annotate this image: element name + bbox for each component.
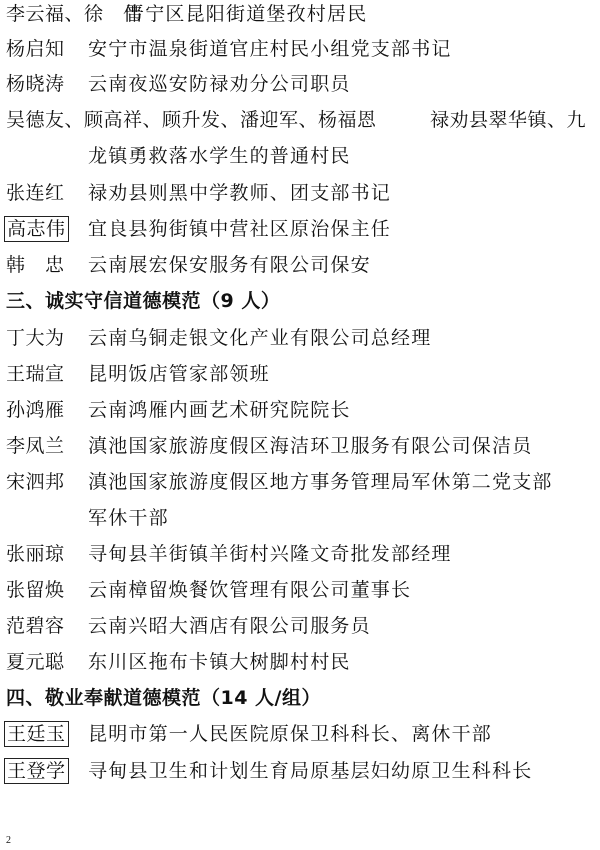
section-heading: 三、诚实守信道德模范（9 人）	[6, 290, 281, 312]
person-name: 张丽琼	[6, 543, 65, 565]
person-name: 吴德友、顾高祥、顾升发、潘迎军、杨福恩	[6, 109, 377, 131]
list-item	[0, 753, 600, 789]
person-description: 云南鸿雁内画艺术研究院院长	[88, 399, 351, 421]
person-description: 昆明市第一人民医院原保卫科科长、离休干部	[88, 723, 493, 745]
person-name: 夏元聪	[6, 651, 65, 673]
person-description: 宜良县狗街镇中营社区原治保主任	[88, 218, 392, 240]
person-description: 云南樟留焕餐饮管理有限公司董事长	[88, 579, 412, 601]
person-description: 云南兴昭大酒店有限公司服务员	[88, 615, 371, 637]
person-name: 范碧容	[6, 615, 65, 637]
list-item	[0, 356, 600, 392]
person-description: 寻甸县羊街镇羊街村兴隆文奇批发部经理	[88, 543, 452, 565]
page-number: 2	[6, 835, 11, 846]
list-item	[0, 392, 600, 428]
person-description: 云南展宏保安服务有限公司保安	[88, 254, 371, 276]
list-item	[0, 175, 600, 211]
person-description: 滇池国家旅游度假区海洁环卫服务有限公司保洁员	[88, 435, 533, 457]
list-item	[0, 428, 600, 464]
person-description: 禄劝县翠华镇、九	[430, 109, 587, 131]
person-description: 禄劝县则黑中学教师、团支部书记	[88, 182, 392, 204]
list-item	[0, 247, 600, 283]
list-item-continuation	[0, 500, 600, 536]
person-description: 龙镇勇救落水学生的普通村民	[88, 145, 351, 167]
person-name: 韩 忠	[6, 254, 65, 276]
person-name: 杨晓涛	[6, 73, 65, 95]
person-description: 晋宁区昆阳街道堡孜村居民	[125, 3, 368, 25]
person-name: 孙鸿雁	[6, 399, 65, 421]
list-item	[0, 644, 600, 680]
list-item	[0, 102, 600, 138]
person-name: 丁大为	[6, 327, 65, 349]
list-item	[0, 608, 600, 644]
person-name: 李凤兰	[6, 435, 65, 457]
person-description: 云南乌铜走银文化产业有限公司总经理	[88, 327, 432, 349]
person-description: 军休干部	[88, 507, 169, 529]
section-heading: 四、敬业奉献道德模范（14 人/组）	[6, 687, 321, 709]
list-item	[0, 464, 600, 500]
person-name-boxed: 王登学	[4, 758, 69, 784]
person-description: 安宁市温泉街道官庄村民小组党支部书记	[88, 38, 452, 60]
list-item	[0, 211, 600, 247]
person-description: 云南夜巡安防禄劝分公司职员	[88, 73, 351, 95]
list-item	[0, 31, 600, 67]
person-description: 昆明饭店管家部领班	[88, 363, 270, 385]
list-item	[0, 320, 600, 356]
list-item	[0, 572, 600, 608]
person-name: 杨启知	[6, 38, 65, 60]
person-name-boxed: 高志伟	[4, 216, 69, 242]
list-item	[0, 536, 600, 572]
person-description: 滇池国家旅游度假区地方事务管理局军休第二党支部	[88, 471, 553, 493]
list-item	[0, 66, 600, 102]
person-description: 寻甸县卫生和计划生育局原基层妇幼原卫生科科长	[88, 760, 533, 782]
person-name: 张留焕	[6, 579, 65, 601]
person-name: 李云福、徐 伟	[6, 3, 143, 25]
list-item-continuation	[0, 138, 600, 174]
person-name: 宋泗邦	[6, 471, 65, 493]
person-name-boxed: 王廷玉	[4, 721, 69, 747]
person-name: 张连红	[6, 182, 65, 204]
person-name: 王瑞宣	[6, 363, 65, 385]
list-item	[0, 0, 600, 32]
person-description: 东川区拖布卡镇大树脚村村民	[88, 651, 351, 673]
list-item	[0, 716, 600, 752]
